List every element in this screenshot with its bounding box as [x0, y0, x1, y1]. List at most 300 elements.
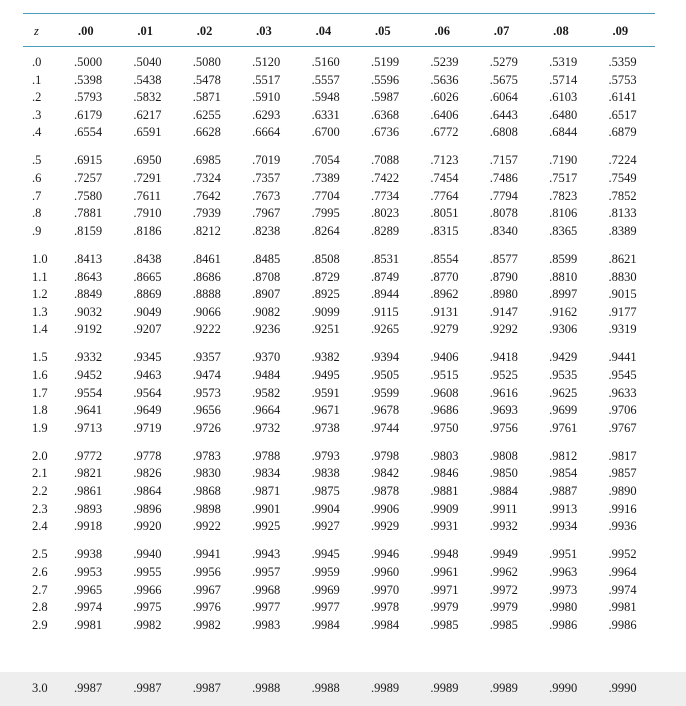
probability-cell: .9162 — [549, 304, 578, 319]
probability-cell: .5438 — [133, 72, 162, 87]
z-value-cell: .9 — [32, 223, 42, 238]
probability-cell: .8212 — [192, 223, 221, 238]
probability-cell: .5557 — [311, 72, 340, 87]
probability-cell: .9987 — [133, 681, 162, 695]
probability-cell: .9980 — [549, 600, 578, 615]
column-header: .05 — [374, 23, 391, 38]
probability-cell: .7939 — [192, 206, 221, 221]
probability-cell: .5675 — [489, 72, 518, 87]
probability-cell: .9854 — [549, 466, 578, 481]
probability-cell: .9984 — [311, 617, 340, 632]
group-spacer-cell — [23, 240, 655, 251]
probability-cell: .6664 — [252, 125, 281, 140]
probability-cell: .6736 — [370, 125, 400, 140]
probability-cell: .5319 — [549, 55, 578, 69]
probability-cell: .9826 — [133, 466, 162, 481]
probability-cell: .9951 — [549, 547, 578, 562]
probability-cell: .9406 — [430, 350, 459, 365]
probability-cell: .9990 — [608, 681, 637, 695]
z-value-cell: 2.3 — [32, 501, 48, 516]
table-row — [23, 124, 655, 142]
probability-cell: .8810 — [549, 269, 578, 284]
probability-cell: .9975 — [133, 600, 162, 615]
z-value-cell: 3.0 — [32, 681, 48, 695]
probability-cell: .8413 — [74, 251, 103, 266]
probability-cell: .9793 — [311, 448, 340, 463]
probability-cell: .9940 — [133, 547, 162, 562]
probability-cell: .9671 — [311, 403, 340, 418]
z-value-cell: 2.8 — [32, 600, 48, 615]
probability-cell: .5517 — [252, 72, 281, 87]
z-value-cell: 1.4 — [32, 322, 48, 337]
probability-cell: .9952 — [608, 547, 637, 562]
probability-cell: .9418 — [489, 350, 518, 365]
probability-cell: .9887 — [549, 484, 578, 499]
probability-cell: .7910 — [133, 206, 162, 221]
probability-cell: .9515 — [430, 368, 459, 382]
probability-cell: .5239 — [430, 55, 459, 69]
probability-cell: .9956 — [192, 564, 221, 579]
group-spacer-cell — [23, 339, 655, 350]
z-value-cell: 1.1 — [32, 269, 48, 284]
probability-cell: .5398 — [74, 72, 103, 87]
probability-cell: .9963 — [549, 564, 578, 579]
table-row — [23, 54, 655, 72]
probability-cell: .7357 — [252, 171, 281, 186]
probability-cell: .9945 — [311, 547, 340, 562]
probability-cell: .7157 — [489, 153, 518, 168]
group-spacer — [23, 142, 655, 153]
column-header: .03 — [256, 23, 272, 38]
probability-cell: .9649 — [133, 403, 162, 418]
column-header: .01 — [137, 23, 154, 38]
z-value-cell: 2.7 — [32, 582, 48, 597]
probability-cell: .6628 — [192, 125, 221, 140]
probability-cell: .8461 — [192, 251, 221, 266]
probability-cell: .9871 — [252, 484, 281, 499]
probability-cell: .8665 — [133, 269, 162, 284]
z-value-cell: 2.0 — [32, 448, 48, 463]
probability-cell: .9015 — [608, 287, 637, 302]
probability-cell: .9878 — [370, 484, 400, 499]
probability-cell: .7673 — [252, 188, 281, 203]
table-row — [23, 205, 655, 223]
probability-cell: .9693 — [489, 403, 518, 418]
probability-cell: .8023 — [370, 206, 400, 221]
table-row — [23, 402, 655, 420]
probability-cell: .9834 — [252, 466, 281, 481]
probability-cell: .6517 — [608, 107, 637, 122]
table-row — [23, 582, 655, 600]
z-value-cell: 1.6 — [32, 368, 48, 382]
table-row — [23, 617, 655, 635]
table-row — [23, 89, 655, 107]
probability-cell: .7580 — [74, 188, 103, 203]
probability-cell: .9920 — [133, 519, 162, 534]
probability-cell: .9955 — [133, 564, 162, 579]
probability-cell: .8051 — [430, 206, 459, 221]
probability-cell: .7291 — [133, 171, 162, 186]
probability-cell: .9082 — [252, 304, 281, 319]
probability-cell: .8485 — [252, 251, 281, 266]
z-value-cell: 1.0 — [32, 251, 48, 266]
probability-cell: .8907 — [252, 287, 281, 302]
group-spacer — [23, 46, 655, 54]
probability-cell: .9943 — [252, 547, 281, 562]
probability-cell: .9988 — [252, 681, 281, 695]
probability-cell: .7224 — [608, 153, 637, 168]
probability-cell: .9778 — [133, 448, 162, 463]
probability-cell: .8849 — [74, 287, 103, 302]
probability-cell: .8944 — [370, 287, 400, 302]
probability-cell: .8599 — [549, 251, 578, 266]
probability-cell: .9961 — [430, 564, 459, 579]
probability-cell: .9989 — [430, 681, 459, 695]
probability-cell: .5987 — [370, 90, 400, 105]
probability-cell: .9812 — [549, 448, 578, 463]
standard-normal-table — [23, 16, 655, 634]
probability-cell: .9861 — [74, 484, 103, 499]
z-value-cell: 1.8 — [32, 403, 48, 418]
probability-cell: .9345 — [133, 350, 162, 365]
probability-cell: .6879 — [608, 125, 637, 140]
probability-cell: .9978 — [370, 600, 400, 615]
probability-cell: .7823 — [549, 188, 578, 203]
probability-cell: .6179 — [74, 107, 103, 122]
probability-cell: .9573 — [192, 385, 221, 400]
column-header: .00 — [78, 23, 94, 38]
probability-cell: .9936 — [608, 519, 637, 534]
probability-cell: .6950 — [133, 153, 162, 168]
probability-cell: .9656 — [192, 403, 221, 418]
z-value-cell: 2.5 — [32, 547, 48, 562]
probability-cell: .5359 — [608, 55, 637, 69]
probability-cell: .9803 — [430, 448, 459, 463]
z-value-cell: 2.1 — [32, 466, 48, 481]
probability-cell: .8159 — [74, 223, 103, 238]
probability-cell: .9441 — [608, 350, 637, 365]
probability-cell: .9236 — [252, 322, 281, 337]
probability-cell: .9986 — [549, 617, 578, 632]
probability-cell: .6026 — [430, 90, 459, 105]
table-row — [23, 188, 655, 206]
probability-cell: .9726 — [192, 420, 221, 435]
probability-cell: .9633 — [608, 385, 637, 400]
probability-cell: .9808 — [489, 448, 518, 463]
probability-cell: .9357 — [192, 350, 221, 365]
table-row — [23, 564, 655, 582]
table-row — [23, 420, 655, 438]
probability-cell: .9798 — [370, 448, 400, 463]
table-row — [23, 107, 655, 125]
probability-cell: .9972 — [489, 582, 518, 597]
probability-cell: .8997 — [549, 287, 578, 302]
probability-cell: .9982 — [133, 617, 162, 632]
probability-cell: .8962 — [430, 287, 459, 302]
probability-cell: .9968 — [252, 582, 281, 597]
probability-cell: .9977 — [311, 600, 340, 615]
probability-cell: .9949 — [489, 547, 518, 562]
probability-cell: .9738 — [311, 420, 340, 435]
probability-cell: .9713 — [74, 420, 103, 435]
column-header: .07 — [493, 23, 510, 38]
probability-cell: .9207 — [133, 322, 162, 337]
probability-cell: .5279 — [489, 55, 518, 69]
probability-cell: .9732 — [252, 420, 281, 435]
table-body — [23, 46, 655, 634]
probability-cell: .9554 — [74, 385, 103, 400]
probability-cell: .8708 — [252, 269, 281, 284]
probability-cell: .8869 — [133, 287, 162, 302]
probability-cell: .9864 — [133, 484, 162, 499]
probability-cell: .8508 — [311, 251, 340, 266]
probability-cell: .9535 — [549, 368, 578, 382]
probability-cell: .9750 — [430, 420, 459, 435]
probability-cell: .9953 — [74, 564, 103, 579]
probability-cell: .9890 — [608, 484, 637, 499]
probability-cell: .9931 — [430, 519, 459, 534]
probability-cell: .9868 — [192, 484, 221, 499]
probability-cell: .6064 — [489, 90, 518, 105]
z-value-cell: .4 — [32, 125, 42, 140]
probability-cell: .9967 — [192, 582, 221, 597]
probability-cell: .8729 — [311, 269, 340, 284]
probability-cell: .9842 — [370, 466, 400, 481]
probability-cell: .9319 — [608, 322, 637, 337]
probability-cell: .9966 — [133, 582, 162, 597]
z-value-cell: 2.6 — [32, 564, 48, 579]
probability-cell: .9772 — [74, 448, 103, 463]
group-spacer — [23, 536, 655, 547]
probability-cell: .9918 — [74, 519, 103, 534]
probability-cell: .8790 — [489, 269, 518, 284]
probability-cell: .5199 — [370, 55, 400, 69]
probability-cell: .8770 — [430, 269, 459, 284]
probability-cell: .6331 — [311, 107, 340, 122]
z-value-cell: .5 — [32, 153, 42, 168]
z-value-cell: 2.2 — [32, 484, 48, 499]
group-spacer — [23, 437, 655, 448]
probability-cell: .9495 — [311, 368, 340, 382]
column-header: .02 — [196, 23, 213, 38]
probability-cell: .9394 — [370, 350, 400, 365]
probability-cell: .9982 — [192, 617, 221, 632]
probability-cell: .5910 — [252, 90, 281, 105]
probability-cell: .9896 — [133, 501, 162, 516]
probability-cell: .7794 — [489, 188, 518, 203]
probability-cell: .9545 — [608, 368, 637, 382]
probability-cell: .9964 — [608, 564, 637, 579]
probability-cell: .9251 — [311, 322, 340, 337]
probability-cell: .9881 — [430, 484, 459, 499]
probability-cell: .9948 — [430, 547, 459, 562]
probability-cell: .9974 — [608, 582, 637, 597]
probability-cell: .6480 — [549, 107, 578, 122]
probability-cell: .9678 — [370, 403, 400, 418]
probability-cell: .7764 — [430, 188, 459, 203]
group-spacer-cell — [23, 142, 655, 153]
table-top-rule — [23, 13, 655, 14]
probability-cell: .9990 — [549, 681, 578, 695]
probability-cell: .9985 — [430, 617, 459, 632]
z-value-cell: .2 — [32, 90, 42, 105]
probability-cell: .9988 — [311, 681, 340, 695]
probability-cell: .9934 — [549, 519, 578, 534]
z-value-cell: 1.9 — [32, 420, 48, 435]
probability-cell: .9664 — [252, 403, 281, 418]
probability-cell: .5636 — [430, 72, 459, 87]
probability-cell: .7324 — [192, 171, 221, 186]
table-row — [23, 501, 655, 519]
probability-cell: .9463 — [133, 368, 162, 382]
probability-cell: .9986 — [608, 617, 637, 632]
probability-cell: .9911 — [489, 501, 518, 516]
group-spacer-cell — [23, 536, 655, 547]
probability-cell: .9788 — [252, 448, 281, 463]
table-row — [23, 483, 655, 501]
probability-cell: .8365 — [549, 223, 578, 238]
probability-cell: .9846 — [430, 466, 459, 481]
column-header: .06 — [434, 23, 450, 38]
table-row — [23, 286, 655, 304]
probability-cell: .7852 — [608, 188, 637, 203]
probability-cell: .5948 — [311, 90, 340, 105]
table-row — [23, 367, 655, 385]
probability-cell: .6406 — [430, 107, 459, 122]
probability-cell: .9147 — [489, 304, 518, 319]
probability-cell: .7704 — [311, 188, 340, 203]
probability-cell: .7054 — [311, 153, 340, 168]
probability-cell: .9989 — [489, 681, 518, 695]
probability-cell: .9977 — [252, 600, 281, 615]
table-row — [23, 304, 655, 322]
z-value-cell: .6 — [32, 171, 42, 186]
probability-cell: .9382 — [311, 350, 340, 365]
probability-cell: .6772 — [430, 125, 459, 140]
probability-cell: .5596 — [370, 72, 400, 87]
table-row — [23, 448, 655, 466]
table-row — [23, 223, 655, 241]
probability-cell: .9979 — [430, 600, 459, 615]
table-row — [23, 170, 655, 188]
probability-cell: .9989 — [370, 681, 400, 695]
probability-cell: .9838 — [311, 466, 340, 481]
z-value-cell: 1.3 — [32, 304, 48, 319]
probability-cell: .6844 — [549, 125, 578, 140]
probability-cell: .9429 — [549, 350, 578, 365]
probability-cell: .9957 — [252, 564, 281, 579]
probability-cell: .9938 — [74, 547, 103, 562]
table-header-row — [23, 16, 655, 46]
probability-cell: .8340 — [489, 223, 518, 238]
probability-cell: .9505 — [370, 368, 400, 382]
probability-cell: .8289 — [370, 223, 400, 238]
table-row — [23, 385, 655, 403]
probability-cell: .7486 — [489, 171, 518, 186]
probability-cell: .9925 — [252, 519, 281, 534]
probability-cell: .9941 — [192, 547, 221, 562]
probability-cell: .9884 — [489, 484, 518, 499]
probability-cell: .9850 — [489, 466, 518, 481]
probability-cell: .9981 — [74, 617, 103, 632]
probability-cell: .9965 — [74, 582, 103, 597]
probability-cell: .8980 — [489, 287, 518, 302]
probability-cell: .8238 — [252, 223, 281, 238]
probability-cell: .9983 — [252, 617, 281, 632]
table-row — [23, 152, 655, 170]
probability-cell: .9582 — [252, 385, 281, 400]
probability-cell: .9484 — [252, 368, 281, 382]
probability-cell: .8643 — [74, 269, 103, 284]
probability-cell: .9177 — [608, 304, 637, 319]
z-value-cell: 2.9 — [32, 617, 48, 632]
probability-cell: .6591 — [133, 125, 162, 140]
table-row — [23, 269, 655, 287]
z-column-header: z — [34, 23, 39, 38]
probability-cell: .9474 — [192, 368, 221, 382]
probability-cell: .9987 — [74, 681, 103, 695]
probability-cell: .9898 — [192, 501, 221, 516]
probability-cell: .9979 — [489, 600, 518, 615]
probability-cell: .7019 — [252, 153, 281, 168]
probability-cell: .7549 — [608, 171, 637, 186]
probability-cell: .8315 — [430, 223, 459, 238]
probability-cell: .8888 — [192, 287, 221, 302]
probability-cell: .9222 — [192, 322, 221, 337]
probability-cell: .9292 — [489, 322, 518, 337]
probability-cell: .9973 — [549, 582, 578, 597]
probability-cell: .9370 — [252, 350, 281, 365]
probability-cell: .9032 — [74, 304, 103, 319]
z-value-cell: .1 — [32, 72, 42, 87]
probability-cell: .5040 — [133, 55, 162, 69]
column-header: .08 — [553, 23, 569, 38]
probability-cell: .9927 — [311, 519, 340, 534]
probability-cell: .9641 — [74, 403, 103, 418]
probability-cell: .6700 — [311, 125, 340, 140]
probability-cell: .9909 — [430, 501, 459, 516]
probability-cell: .9625 — [549, 385, 578, 400]
probability-cell: .8438 — [133, 251, 162, 266]
probability-cell: .9099 — [311, 304, 340, 319]
probability-cell: .9946 — [370, 547, 400, 562]
probability-cell: .9962 — [489, 564, 518, 579]
probability-cell: .6255 — [192, 107, 221, 122]
probability-cell: .6293 — [252, 107, 281, 122]
probability-cell: .9131 — [430, 304, 459, 319]
probability-cell: .9901 — [252, 501, 281, 516]
probability-cell: .9817 — [608, 448, 637, 463]
table-row — [23, 599, 655, 617]
probability-cell: .9279 — [430, 322, 459, 337]
probability-cell: .9976 — [192, 600, 221, 615]
table-row — [23, 72, 655, 90]
probability-cell: .7995 — [311, 206, 340, 221]
probability-cell: .9906 — [370, 501, 400, 516]
probability-cell: .5793 — [74, 90, 103, 105]
probability-cell: .9719 — [133, 420, 162, 435]
table-row — [23, 251, 655, 269]
z-value-cell: 1.5 — [32, 350, 48, 365]
probability-cell: .6141 — [608, 90, 637, 105]
probability-cell: .7257 — [74, 171, 103, 186]
probability-cell: .7517 — [549, 171, 578, 186]
probability-cell: .5753 — [608, 72, 637, 87]
probability-cell: .9987 — [192, 681, 221, 695]
probability-cell: .7734 — [370, 188, 400, 203]
probability-cell: .9306 — [549, 322, 578, 337]
probability-cell: .9974 — [74, 600, 103, 615]
